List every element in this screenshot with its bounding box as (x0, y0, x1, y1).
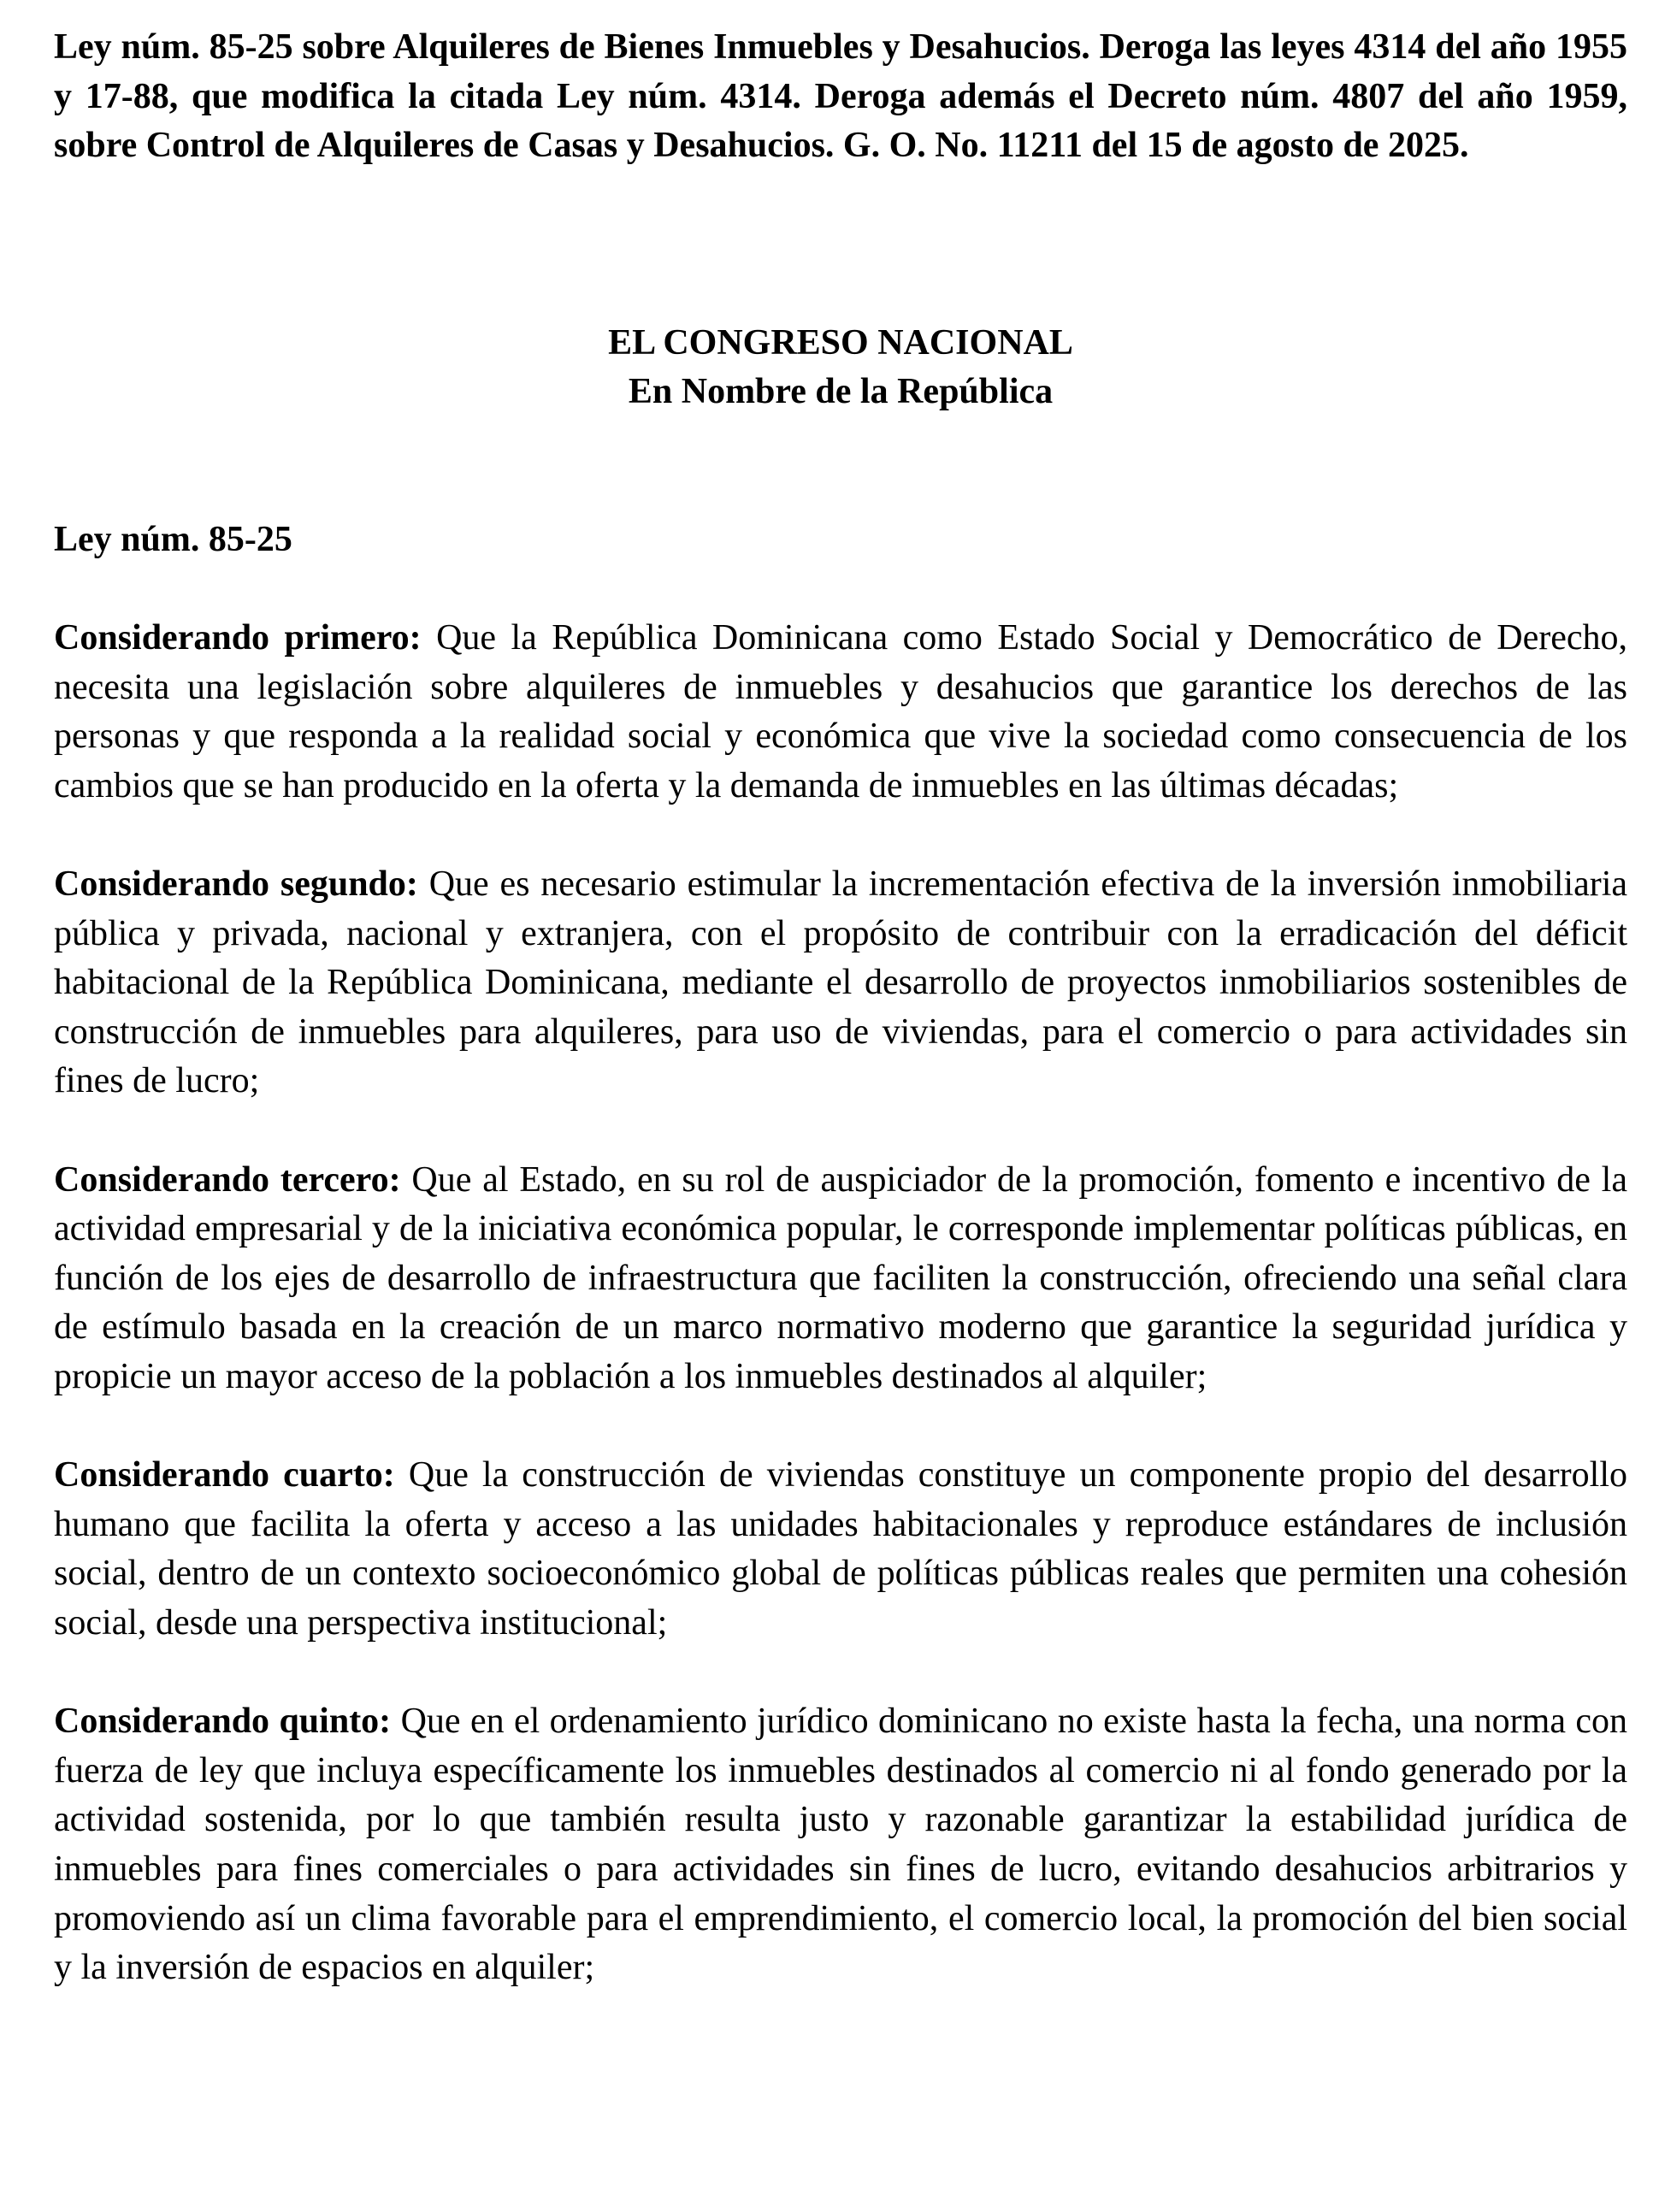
document-page (54, 23, 1627, 2042)
considerando-paragraph-3 (54, 1156, 1627, 1402)
law-number: Ley núm. 85-25 (54, 519, 292, 559)
considerando-text-2: Que es necesario estimular la incrementación efectiva de la inversión inmobiliaria pública y privada, nacional y extranjera, con el propósito de contribuir con la erradicación del déficit habitacional de la República Dominicana, mediante el desarrollo de proyectos inmobiliarios sostenibles de construcción de inmuebles para alquileres, para uso de viviendas, para el comercio o para actividades sin fines de lucro; (54, 864, 1628, 1101)
considerando-paragraph-4 (54, 1451, 1627, 1648)
considerando-text-1: Que la República Dominicana como Estado Social y Democrático de Derecho, necesita una legislación sobre alquileres de inmuebles y desahucios que garantice los derechos de las personas y que responda a la realidad social y económica que vive la sociedad como consecuencia de los cambios que se han producido en la oferta y la demanda de inmuebles en las últimas décadas; (54, 618, 1627, 805)
considerando-paragraph-5 (54, 1697, 1627, 1993)
considerando-label-5: Considerando quinto: (54, 1702, 392, 1742)
considerando-text-3: Que al Estado, en su rol de auspiciador de la promoción, fomento e incentivo de la actividad empresarial y de la iniciativa económica popular, le corresponde implementar políticas públicas, en función de los ejes de desarrollo de infraestructura que faciliten la construcción, ofreciendo una señal clara de estímulo basada en la creación de un marco normativo moderno que garantice la seguridad jurídica y propicie un mayor acceso de la población a los inmuebles destinados al alquiler; (54, 1159, 1627, 1397)
document-title: Ley núm. 85-25 sobre Alquileres de Bienes Inmuebles y Desahucios. Deroga las leyes 4314 del año 1955 y 17-88, que modifica la citada Ley núm. 4314. Deroga además el Decreto núm. 4807 del año 1959, sobre Control de Alquileres de Casas y Desahucios. G. O. No. 11211 del 15 de agosto de 2025. (54, 27, 1627, 166)
considerando-paragraph-2 (54, 860, 1627, 1106)
congress-heading-line-1: EL CONGRESO NACIONAL (608, 322, 1073, 363)
considerando-paragraph-1 (54, 614, 1627, 811)
considerando-label-2: Considerando segundo: (54, 864, 418, 905)
considerando-label-1: Considerando primero: (54, 618, 422, 658)
considerando-text-5: Que en el ordenamiento jurídico dominicano no existe hasta la fecha, una norma con fuerza de ley que incluya específicamente los inmuebles destinados al comercio ni al fondo generado por la actividad sostenida, por lo que también resulta justo y razonable garantizar la estabilidad jurídica de inmuebles para fines comerciales o para actividades sin fines de lucro, evitando desahucios arbitrarios y promoviendo así un clima favorable para el emprendimiento, el comercio local, la promoción del bien social y la inversión de espacios en alquiler; (54, 1702, 1628, 1988)
considerando-label-3: Considerando tercero: (54, 1159, 401, 1200)
considerando-label-4: Considerando cuarto: (54, 1455, 395, 1495)
congress-heading-line-2: En Nombre de la República (628, 372, 1054, 412)
considerando-text-4: Que la construcción de viviendas constituye un componente propio del desarrollo humano que facilita la oferta y acceso a las unidades habitacionales y reproduce estándares de inclusión social, dentro de un contexto socioeconómico global de políticas públicas reales que permiten una cohesión social, desde una perspectiva institucional; (54, 1455, 1627, 1643)
congress-heading (54, 319, 1627, 417)
